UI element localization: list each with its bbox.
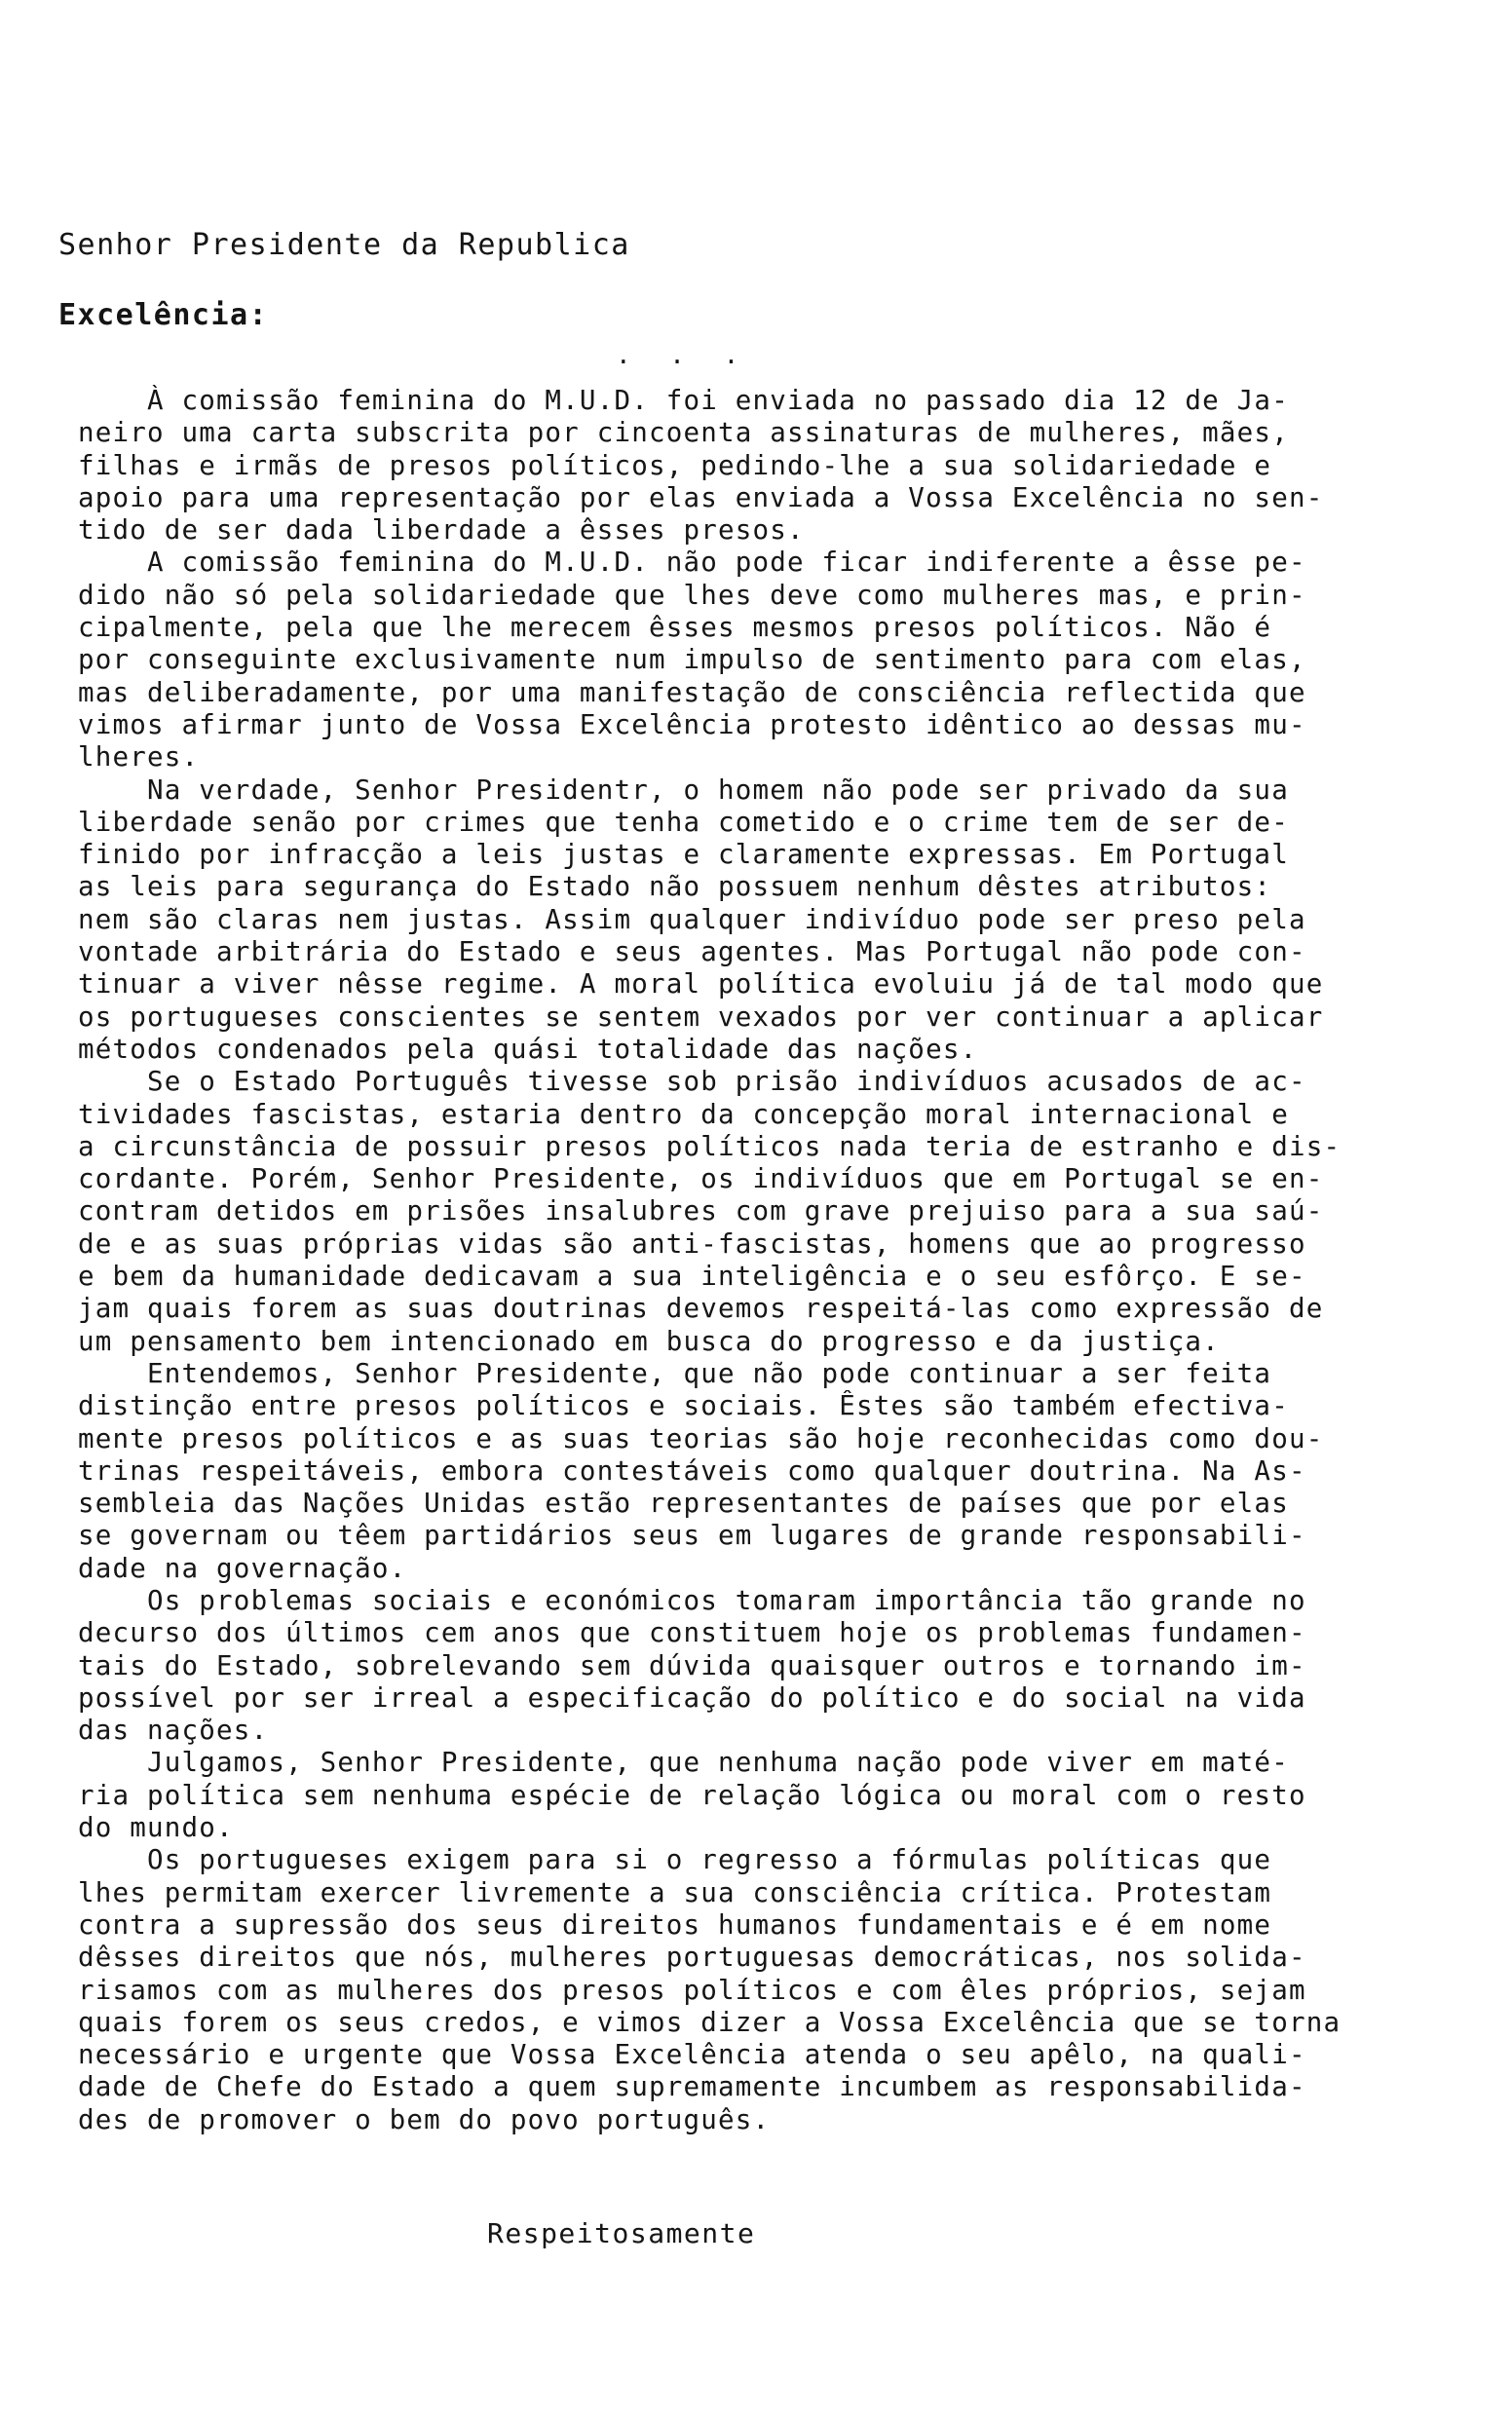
text-line: por conseguinte exclusivamente num impulso de sentimento para com elas, — [78, 644, 1306, 676]
text-line: cordante. Porém, Senhor Presidente, os indivíduos que em Portugal se en- — [78, 1163, 1324, 1195]
text-line: dade de Chefe do Estado a quem supremamente incumbem as responsabilida- — [78, 2071, 1306, 2103]
text-line: mas deliberadamente, por uma manifestação de consciência reflectida que — [78, 676, 1306, 708]
text-line: as leis para segurança do Estado não possuem nenhum dêstes atributos: — [78, 871, 1272, 903]
text-line: decurso dos últimos cem anos que constituem hoje os problemas fundamen- — [78, 1617, 1306, 1649]
text-line: neiro uma carta subscrita por cincoenta assinaturas de mulheres, mães, — [78, 417, 1289, 449]
text-line: a circunstância de possuir presos políticos nada teria de estranho e dis- — [78, 1130, 1342, 1162]
text-line: possível por ser irreal a especificação do político e do social na vida — [78, 1681, 1306, 1714]
text-line: contra a supressão dos seus direitos humanos fundamentais e é em nome — [78, 1908, 1272, 1941]
text-line: liberdade senão por crimes que tenha cometido e o crime tem de ser de- — [78, 806, 1289, 838]
separator-dots: . . . — [616, 341, 751, 370]
text-line: tinuar a viver nêsse regime. A moral política evoluiu já de tal modo que — [78, 968, 1324, 1000]
text-line: A comissão feminina do M.U.D. não pode ficar indiferente a êsse pe- — [78, 547, 1306, 579]
closing: Respeitosamente — [487, 2217, 756, 2249]
text-line: das nações. — [78, 1715, 269, 1747]
text-line: Os problemas sociais e económicos tomaram importância tão grande no — [78, 1584, 1306, 1616]
text-line: métodos condenados pela quási totalidade das nações. — [78, 1033, 978, 1065]
text-line: tividades fascistas, estaria dentro da concepção moral internacional e — [78, 1098, 1289, 1130]
text-line: os portugueses conscientes se sentem vexados por ver continuar a aplicar — [78, 1000, 1324, 1033]
text-line: risamos com as mulheres dos presos políticos e com êles próprios, sejam — [78, 1974, 1306, 2006]
text-line: lhes permitam exercer livremente a sua consciência crítica. Protestam — [78, 1876, 1272, 1908]
text-line: e bem da humanidade dedicavam a sua inteligência e o seu esfôrço. E se- — [78, 1261, 1306, 1293]
text-line: Na verdade, Senhor Presidentr, o homem não pode ser privado da sua — [78, 774, 1289, 806]
text-line: distinção entre presos políticos e sociais. Êstes são também efectiva- — [78, 1390, 1289, 1422]
text-line: lheres. — [78, 741, 200, 774]
text-line: Julgamos, Senhor Presidente, que nenhuma nação pode viver em maté- — [78, 1747, 1289, 1779]
text-line: sembleia das Nações Unidas estão representantes de países que por elas — [78, 1488, 1289, 1520]
text-line: tais do Estado, sobrelevando sem dúvida quaisquer outros e tornando im- — [78, 1649, 1306, 1681]
text-line: de e as suas próprias vidas são anti-fascistas, homens que ao progresso — [78, 1227, 1306, 1260]
salutation: Senhor Presidente da Republica — [58, 228, 630, 262]
text-line: contram detidos em prisões insalubres com grave prejuiso para a sua saú- — [78, 1195, 1324, 1227]
text-line: À comissão feminina do M.U.D. foi enviada no passado dia 12 de Ja- — [78, 385, 1289, 416]
greeting: Excelência: — [58, 298, 269, 332]
text-line: dade na governação. — [78, 1552, 407, 1584]
letter-body — [78, 385, 1461, 2136]
text-line: mente presos políticos e as suas teorias são hoje reconhecidas como dou- — [78, 1422, 1324, 1454]
text-line: do mundo. — [78, 1812, 234, 1844]
text-line: tido de ser dada liberdade a êsses presos. — [78, 514, 805, 547]
text-line: um pensamento bem intencionado em busca do progresso e da justiça. — [78, 1325, 1220, 1357]
text-line: Entendemos, Senhor Presidente, que não pode continuar a ser feita — [78, 1357, 1272, 1389]
text-line: vontade arbitrária do Estado e seus agentes. Mas Portugal não pode con- — [78, 936, 1306, 968]
text-line: ria política sem nenhuma espécie de relação lógica ou moral com o resto — [78, 1779, 1306, 1811]
text-line: filhas e irmãs de presos políticos, pedindo-lhe a sua solidariedade e — [78, 449, 1272, 481]
text-line: quais forem os seus credos, e vimos dizer a Vossa Excelência que se torna — [78, 2006, 1342, 2038]
text-line: cipalmente, pela que lhe merecem êsses mesmos presos políticos. Não é — [78, 612, 1272, 644]
text-line: Se o Estado Português tivesse sob prisão indivíduos acusados de ac- — [78, 1066, 1306, 1098]
text-line: dêsses direitos que nós, mulheres portuguesas democráticas, nos solida- — [78, 1942, 1306, 1974]
text-line: Os portugueses exigem para si o regresso a fórmulas políticas que — [78, 1844, 1272, 1876]
text-line: des de promover o bem do povo português. — [78, 2103, 771, 2135]
text-line: necessário e urgente que Vossa Excelência atenda o seu apêlo, na quali- — [78, 2039, 1306, 2071]
text-line: finido por infracção a leis justas e claramente expressas. Em Portugal — [78, 839, 1289, 871]
text-line: nem são claras nem justas. Assim qualquer indivíduo pode ser preso pela — [78, 903, 1306, 935]
text-line: vimos afirmar junto de Vossa Excelência protesto idêntico ao dessas mu- — [78, 708, 1306, 740]
text-line: jam quais forem as suas doutrinas devemos respeitá-las como expressão de — [78, 1293, 1324, 1325]
text-line: apoio para uma representação por elas enviada a Vossa Excelência no sen- — [78, 481, 1324, 513]
text-line: dido não só pela solidariedade que lhes deve como mulheres mas, e prin- — [78, 579, 1306, 611]
text-line: trinas respeitáveis, embora contestáveis como qualquer doutrina. Na As- — [78, 1454, 1306, 1487]
text-line: se governam ou têem partidários seus em lugares de grande responsabili- — [78, 1520, 1306, 1552]
